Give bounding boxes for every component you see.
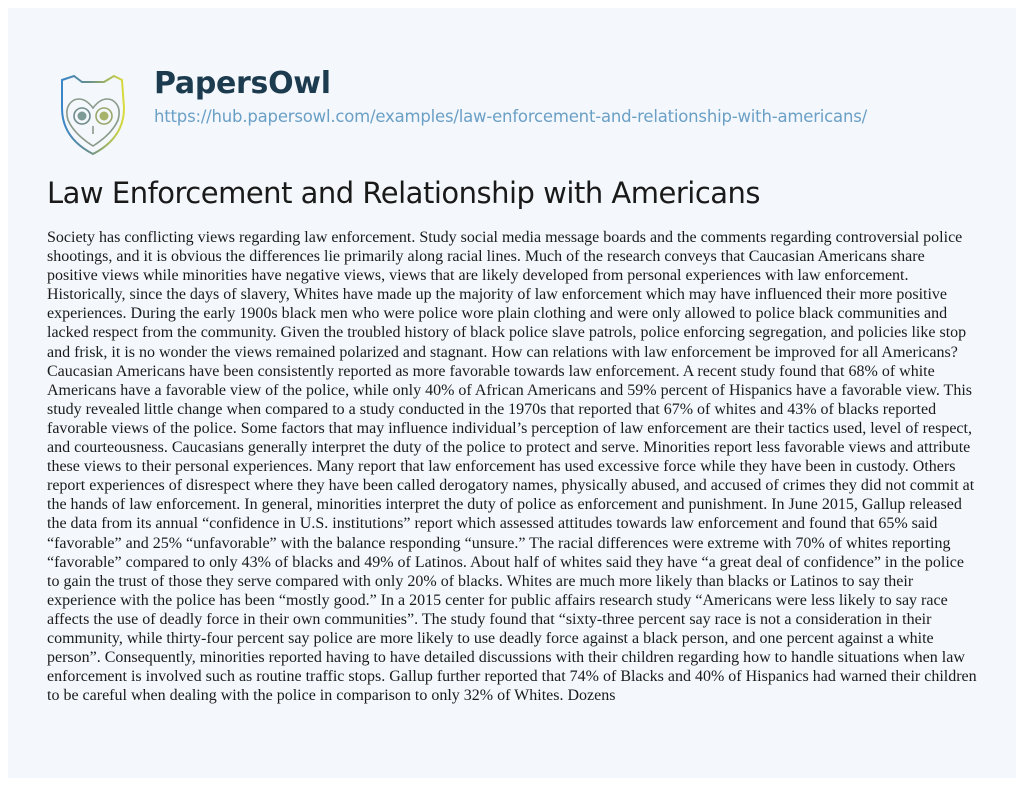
- body-line: affects the use of deadly force in their own communities”. The study found that “sixty-three percent say race is not a consideration in their: [47, 610, 932, 628]
- body-line: positive views while minorities have negative views, views that are likely developed from personal experiences with law enforcement.: [47, 267, 909, 285]
- body-line: to gain the trust of those they serve compared with only 20% of blacks. Whites are much more likely than blacks or Latinos to say their: [47, 572, 914, 590]
- body-line: “favorable” compared to only 43% of blacks and 49% of Latinos. About half of whites said they have “a great deal of confidence” in the police: [47, 553, 964, 571]
- page-container: [8, 8, 1016, 778]
- body-line: person”. Consequently, minorities reported having to have detailed discussions with their children regarding how to handle situations when law: [47, 649, 965, 667]
- source-url-link[interactable]: https://hub.papersowl.com/examples/law-enforcement-and-relationship-with-americans/: [154, 107, 867, 126]
- body-line: experience with the police has been “mostly good.” In a 2015 center for public affairs research study “Americans were less likely to say race: [47, 591, 948, 609]
- body-line: study revealed little change when compared to a study conducted in the 1970s that reported that 67% of whites and 43% of blacks reported: [47, 400, 937, 418]
- document-body: [47, 228, 1007, 705]
- body-line: the data from its annual “confidence in U.S. institutions” report which assessed attitudes towards law enforcement and found that 65% said: [47, 515, 938, 533]
- body-line: Caucasian Americans have been consistently reported as more favorable towards law enforcement. A recent study found that 68% of white: [47, 362, 935, 380]
- body-line: shootings, and it is obvious the differences lie primarily along racial lines. Much of the research conveys that Caucasian Americans share: [47, 248, 925, 266]
- body-line: experiences. During the early 1900s black men who were police wore plain clothing and were only allowed to police black communities and: [47, 305, 948, 323]
- header: [8, 8, 1016, 158]
- body-line: to be careful when dealing with the police in comparison to only 32% of Whites. Dozens: [47, 687, 616, 705]
- body-line: and courteousness. Caucasians generally interpret the duty of the police to protect and serve. Minorities report less favorable views and attribute: [47, 439, 971, 457]
- owl-logo-icon: [50, 68, 136, 158]
- body-line: “favorable” and 25% “unfavorable” with the balance responding “unsure.” The racial differences were extreme with 70% of whites reporting: [47, 534, 951, 552]
- brand-name[interactable]: PapersOwl: [154, 66, 331, 101]
- body-line: Society has conflicting views regarding law enforcement. Study social media message boards and the comments regarding controversial police: [47, 229, 963, 246]
- document-title: Law Enforcement and Relationship with Americans: [47, 176, 761, 210]
- body-line: Historically, since the days of slavery, Whites have made up the majority of law enforcement which may have influenced their more positive: [47, 286, 947, 304]
- body-line: the hands of law enforcement. In general, minorities interpret the duty of police as enforcement and punishment. In June 2015, Gallup released: [47, 496, 962, 514]
- body-line: Americans have a favorable view of the police, while only 40% of African Americans and 59% percent of Hispanics have a favorable view. This: [47, 381, 972, 399]
- body-line: community, while thirty-four percent say police are more likely to use deadly force against a black person, and one percent against a white: [47, 629, 934, 647]
- body-line: favorable views of the police. Some factors that may influence individual’s perception of law enforcement are their tactics used, level of respect,: [47, 419, 972, 437]
- body-line: and frisk, it is no wonder the views remained polarized and stagnant. How can relations with law enforcement be improved for all Americans?: [47, 343, 958, 361]
- body-line: lacked respect from the community. Given the troubled history of black police slave patrols, police enforcing segregation, and policies like stop: [47, 324, 967, 342]
- body-line: report experiences of disrespect where they have been called derogatory names, physically abused, and accused of crimes they did not commit at: [47, 477, 975, 495]
- body-line: enforcement is involved such as routine traffic stops. Gallup further reported that 74% of Blacks and 40% of Hispanics had warned their children: [47, 668, 977, 686]
- body-line: these views to their personal experiences. Many report that law enforcement has used excessive force while they have been in custody. Others: [47, 458, 956, 476]
